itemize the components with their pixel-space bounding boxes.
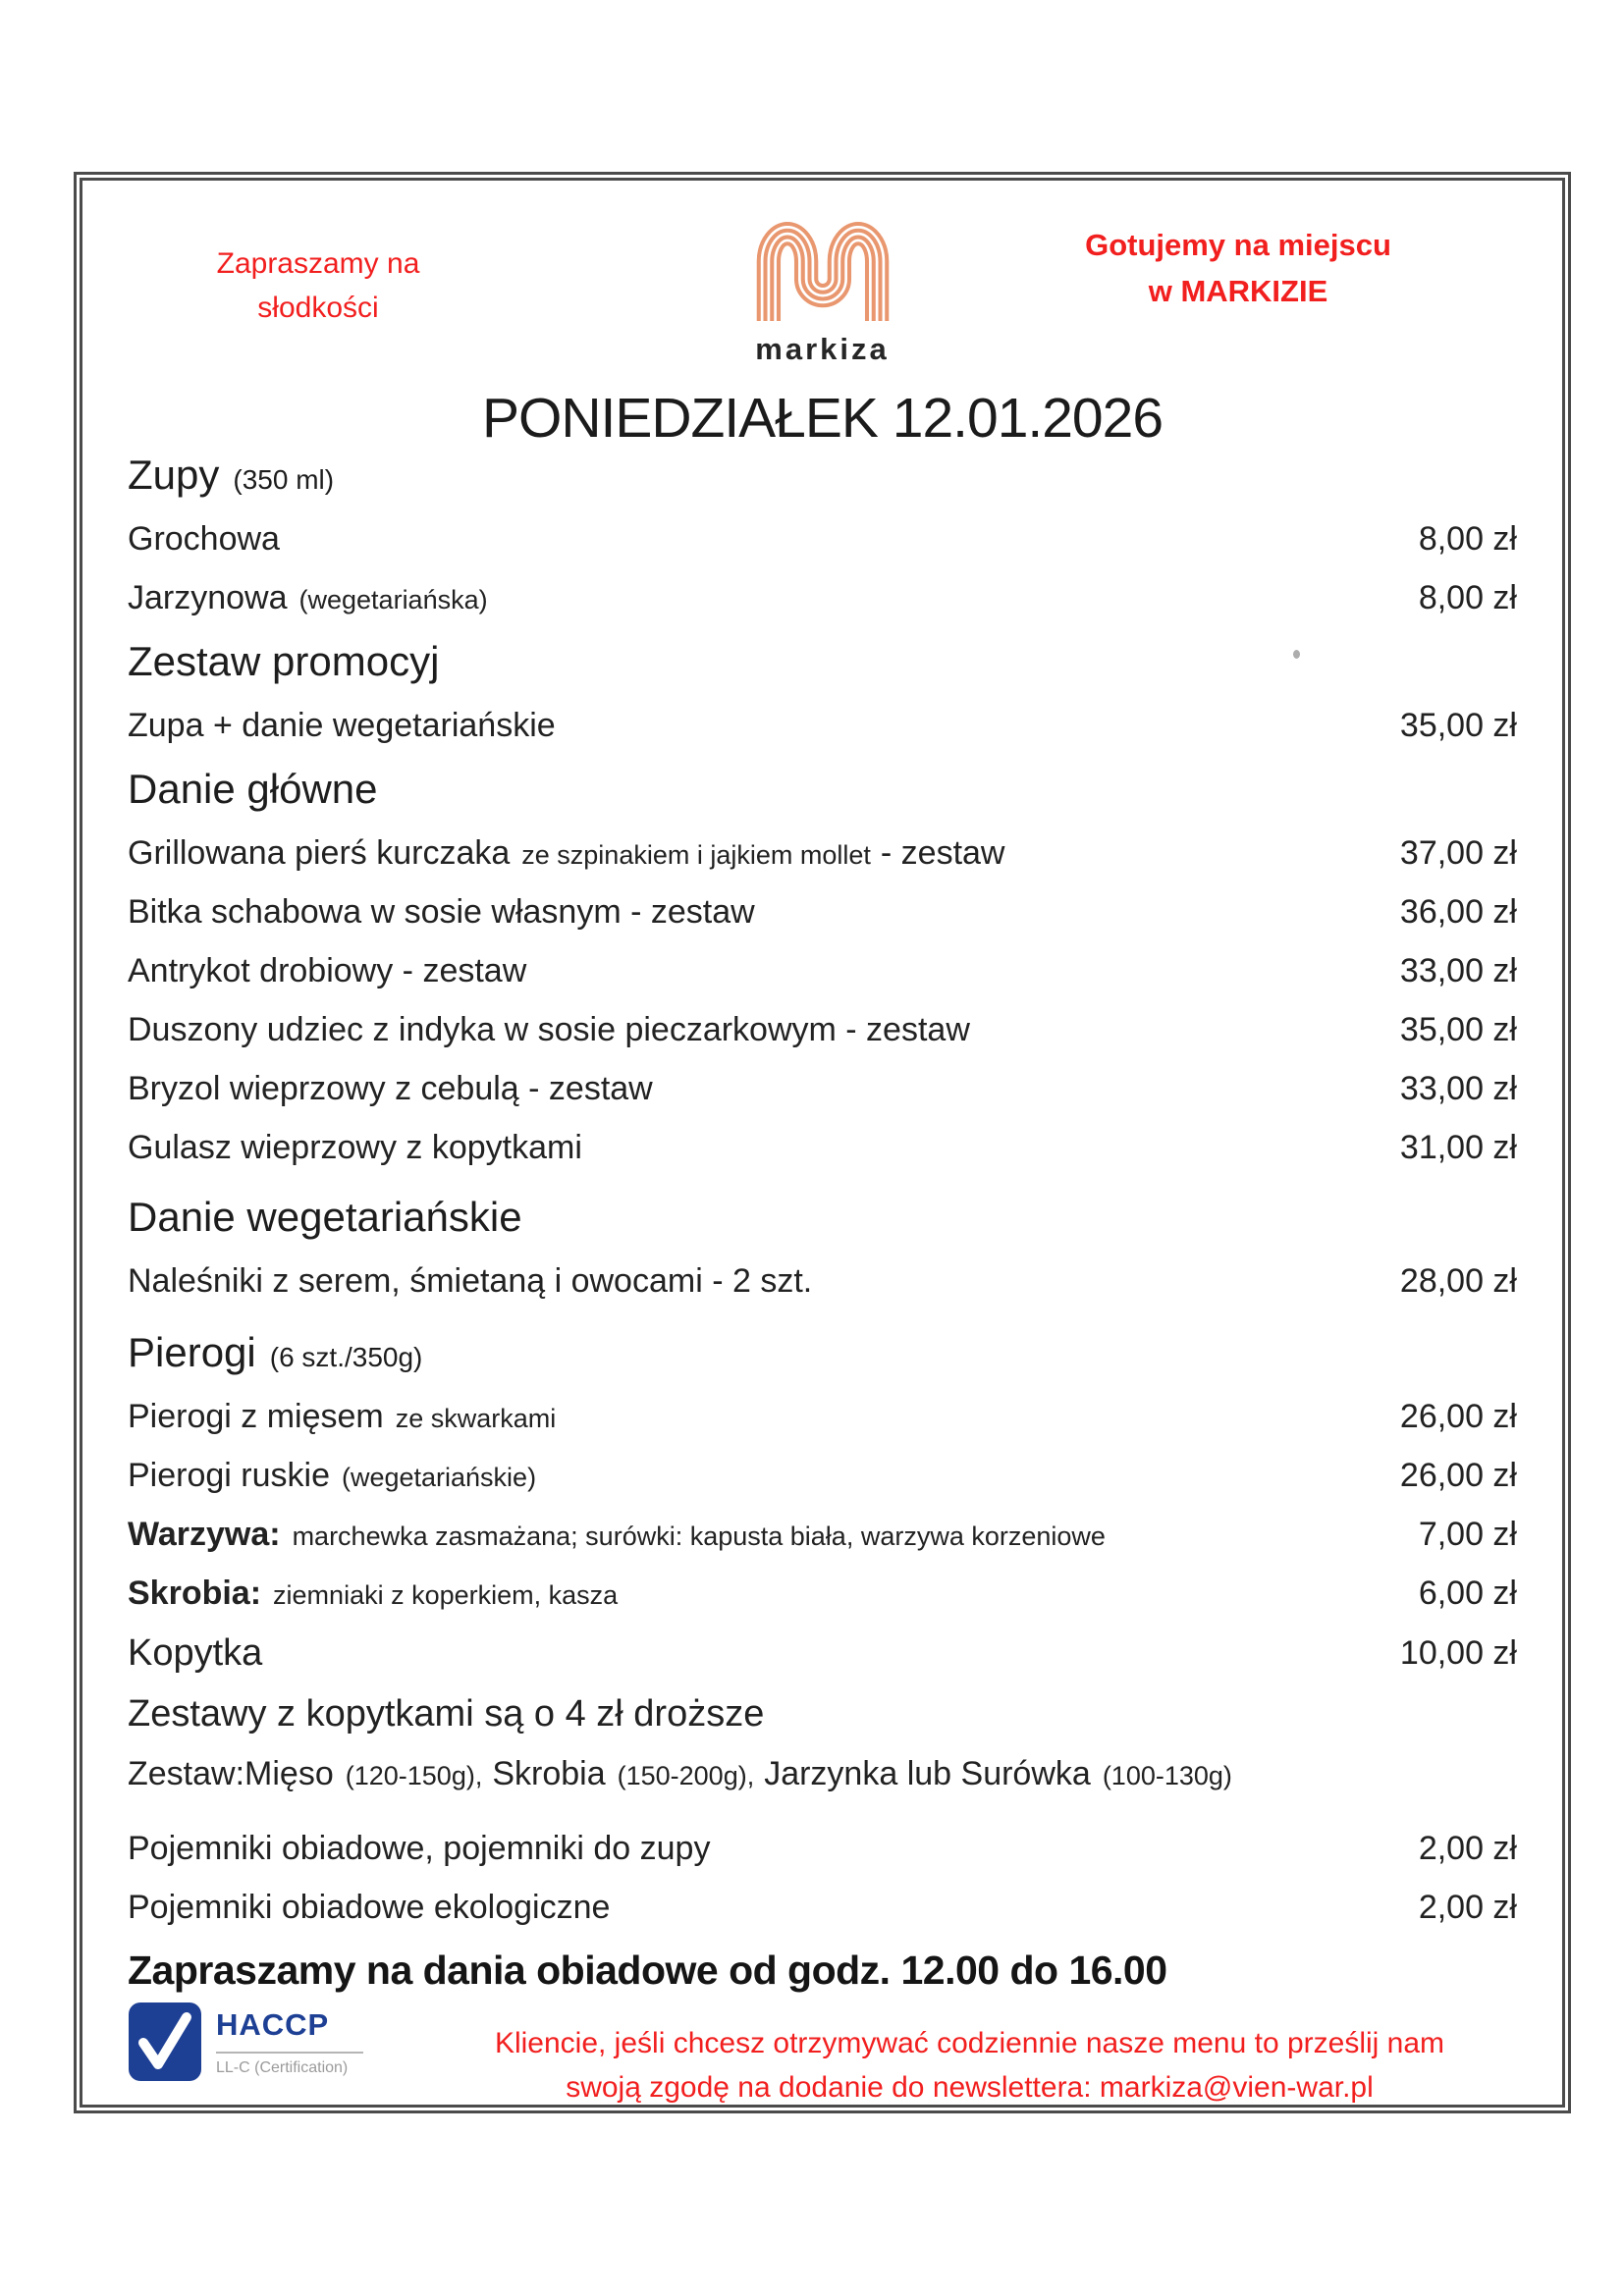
haccp-certification	[128, 2002, 422, 2082]
promo-right-line2: w MARKIZIE	[1148, 274, 1328, 308]
item-price: 36,00 zł	[1399, 893, 1517, 931]
item-price: 8,00 zł	[1418, 520, 1517, 558]
section-title: Pierogi	[128, 1329, 256, 1375]
section-title: Danie wegetariańskie	[128, 1194, 522, 1240]
section-title: Zestaw promocyj	[128, 638, 440, 684]
item-name: Gulasz wieprzowy z kopytkami	[128, 1129, 582, 1166]
menu-item	[128, 696, 1517, 755]
item-detail: ziemniaki z koperkiem, kasza	[273, 1580, 619, 1610]
promo-right-note	[1002, 222, 1474, 314]
newsletter-line1: Kliencie, jeśli chcesz otrzymywać codziennie nasze menu to prześlij nam	[494, 2027, 1445, 2059]
item-detail: marchewka zasmażana; surówki: kapusta biała, warzywa korzeniowe	[292, 1522, 1106, 1551]
menu-item	[128, 941, 1517, 1000]
haccp-name: HACCP	[216, 2007, 330, 2042]
menu-item	[128, 1505, 1517, 1564]
menu-item	[128, 1000, 1517, 1059]
promo-left-line1: Zapraszamy na	[216, 247, 420, 280]
menu-item	[128, 509, 1517, 568]
item-name: Grochowa	[128, 520, 280, 558]
item-detail: (wegetariańska)	[298, 585, 488, 614]
item-name: Pojemniki obiadowe, pojemniki do zupy	[128, 1830, 711, 1867]
menu-item	[128, 1059, 1517, 1118]
segment: Skrobia	[492, 1755, 606, 1792]
menu-item	[128, 824, 1517, 882]
item-name: Pierogi ruskie	[128, 1457, 330, 1494]
item-price: 37,00 zł	[1399, 834, 1517, 872]
haccp-divider	[216, 2052, 363, 2054]
section-heading-pierogi	[128, 1318, 1517, 1387]
section-heading-danie-glowne	[128, 755, 1517, 824]
item-price: 31,00 zł	[1399, 1129, 1517, 1166]
menu-item	[128, 882, 1517, 941]
menu-item	[128, 1819, 1517, 1878]
section-heading-danie-wegetarianskie	[128, 1183, 1517, 1252]
item-name: Pojemniki obiadowe ekologiczne	[128, 1889, 611, 1926]
menu-item	[128, 1878, 1517, 1937]
item-price: 33,00 zł	[1399, 952, 1517, 989]
segment-detail: (120-150g),	[345, 1761, 483, 1790]
item-name: Zupa + danie wegetariańskie	[128, 707, 556, 744]
item-detail: ze szpinakiem i jajkiem mollet	[521, 840, 871, 870]
section-note: (350 ml)	[233, 464, 335, 495]
menu-note-zestaw-composition	[128, 1744, 1517, 1803]
item-price: 35,00 zł	[1399, 1011, 1517, 1048]
item-price: 10,00 zł	[1399, 1634, 1517, 1672]
section-heading-zestaw-promocyj	[128, 627, 1517, 696]
item-name: Bitka schabowa w sosie własnym - zestaw	[128, 893, 755, 931]
newsletter-line2: swoją zgodę na dodanie do newslettera: markiza@vien-war.pl	[566, 2071, 1374, 2104]
page-title: PONIEDZIAŁEK 12.01.2026	[481, 387, 1164, 450]
newsletter-note	[422, 2002, 1517, 2109]
menu-item	[128, 1623, 1517, 1683]
menu-list	[128, 441, 1517, 2002]
item-name: Naleśniki z serem, śmietaną i owocami - 2 szt.	[128, 1262, 813, 1300]
menu-item	[128, 1252, 1517, 1310]
item-price: 26,00 zł	[1399, 1398, 1517, 1435]
item-price: 2,00 zł	[1418, 1830, 1517, 1867]
section-title: Zupy	[128, 452, 220, 498]
item-label: Warzywa:	[128, 1516, 281, 1553]
section-title: Danie główne	[128, 766, 378, 812]
segment-detail: (150-200g),	[617, 1761, 755, 1790]
item-suffix: - zestaw	[880, 834, 1005, 872]
note-text: Zestawy z kopytkami są o 4 zł droższe	[128, 1693, 765, 1735]
item-name: Grillowana pierś kurczaka	[128, 834, 511, 872]
footer	[128, 2002, 1517, 2109]
section-note: (6 szt./350g)	[269, 1342, 423, 1372]
item-price: 26,00 zł	[1399, 1457, 1517, 1494]
menu-frame	[74, 172, 1571, 2113]
item-name: Pierogi z mięsem	[128, 1398, 384, 1435]
menu-item	[128, 1118, 1517, 1177]
promo-left-line2: słodkości	[257, 292, 379, 324]
menu-item	[128, 1564, 1517, 1623]
haccp-badge-icon	[128, 2002, 202, 2082]
item-name: Antrykot drobiowy - zestaw	[128, 952, 527, 989]
item-label: Skrobia:	[128, 1575, 262, 1612]
menu-note-kopytka-surcharge	[128, 1683, 1517, 1744]
item-name: Jarzynowa	[128, 579, 288, 616]
opening-hours-note: Zapraszamy na dania obiadowe od godz. 12.00 do 16.00	[128, 1948, 1167, 1993]
item-name: Kopytka	[128, 1632, 263, 1674]
menu-item	[128, 1446, 1517, 1505]
haccp-badge	[128, 2002, 202, 2082]
item-price: 33,00 zł	[1399, 1070, 1517, 1107]
item-name: Duszony udziec z indyka w sosie pieczarkowym - zestaw	[128, 1011, 970, 1048]
segment: Zestaw:Mięso	[128, 1755, 334, 1792]
haccp-cert-label: LL-C (Certification)	[216, 2059, 349, 2076]
logo-wordmark: markiza	[755, 332, 890, 366]
item-price: 6,00 zł	[1418, 1575, 1517, 1612]
item-name: Bryzol wieprzowy z cebulą - zestaw	[128, 1070, 653, 1107]
haccp-text	[216, 2002, 363, 2082]
item-price: 2,00 zł	[1418, 1889, 1517, 1926]
item-detail: (wegetariańskie)	[341, 1463, 537, 1492]
segment: Jarzynka lub Surówka	[764, 1755, 1091, 1792]
menu-item	[128, 568, 1517, 627]
item-detail: ze skwarkami	[395, 1404, 557, 1433]
section-heading-zupy	[128, 441, 1517, 509]
menu-item	[128, 1387, 1517, 1446]
item-price: 8,00 zł	[1418, 579, 1517, 616]
markiza-logo-icon	[745, 206, 900, 330]
segment-detail: (100-130g)	[1102, 1761, 1232, 1790]
item-price: 7,00 zł	[1418, 1516, 1517, 1553]
item-price: 35,00 zł	[1399, 707, 1517, 744]
item-price: 28,00 zł	[1399, 1262, 1517, 1300]
promo-right-line1: Gotujemy na miejscu	[1085, 228, 1391, 262]
